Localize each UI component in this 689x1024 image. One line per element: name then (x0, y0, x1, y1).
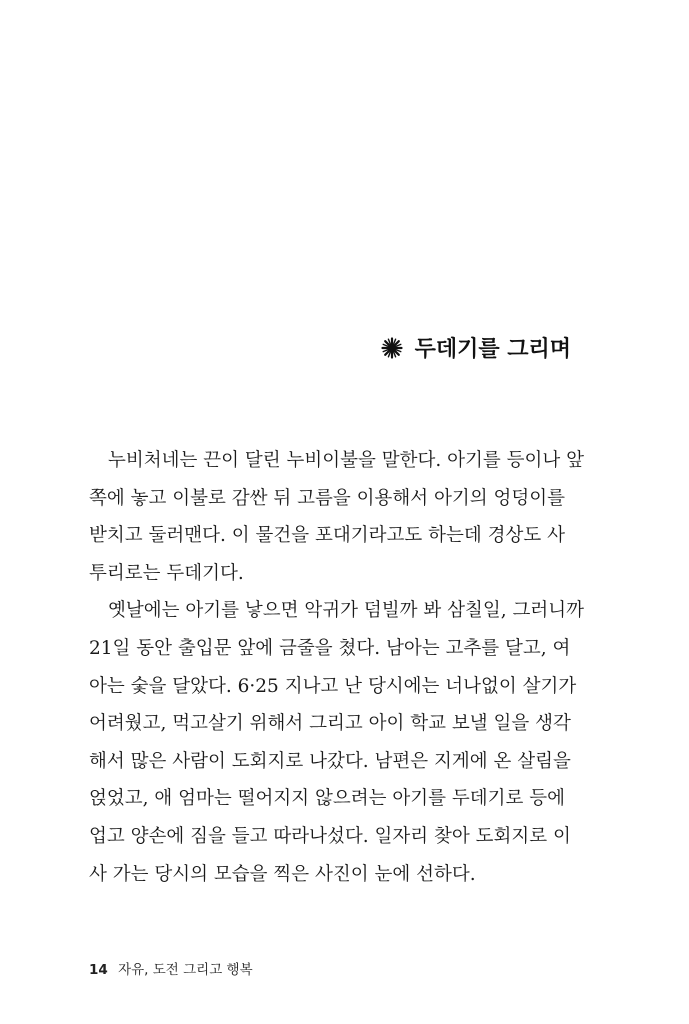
paragraph (89, 442, 589, 592)
book-title: 자유, 도전 그리고 행복 (118, 962, 253, 978)
text-line: 쪽에 놓고 이불로 감싼 뒤 고름을 이용해서 아기의 엉덩이를 (89, 487, 565, 509)
text-line: 옛날에는 아기를 낳으면 악귀가 덤빌까 봐 삼칠일, 그러니까 (108, 600, 584, 622)
text-line: 아는 숯을 달았다. 6·25 지나고 난 당시에는 너나없이 살기가 (89, 675, 577, 697)
paragraph (89, 592, 589, 893)
text-line: 업고 양손에 짐을 들고 따라나섰다. 일자리 찾아 도회지로 이 (89, 825, 571, 847)
section-heading (381, 332, 571, 363)
body-text (89, 442, 589, 893)
text-line: 해서 많은 사람이 도회지로 나갔다. 남편은 지게에 온 살림을 (89, 750, 571, 772)
text-line: 21일 동안 출입문 앞에 금줄을 쳤다. 남아는 고추를 달고, 여 (89, 637, 571, 659)
text-line: 받치고 둘러맨다. 이 물건을 포대기라고도 하는데 경상도 사 (89, 525, 565, 547)
page-footer (89, 958, 253, 978)
text-line: 사 가는 당시의 모습을 찍은 사진이 눈에 선하다. (89, 863, 476, 885)
text-line: 누비처네는 끈이 달린 누비이불을 말한다. 아기를 등이나 앞 (108, 450, 584, 471)
text-line: 투리로는 두데기다. (89, 562, 244, 584)
page-number: 14 (89, 962, 108, 978)
section-title: 두데기를 그리며 (414, 337, 571, 362)
text-line: 어려웠고, 먹고살기 위해서 그리고 아이 학교 보낼 일을 생각 (89, 713, 571, 735)
asterisk-burst-icon (381, 337, 403, 359)
text-line: 얹었고, 애 엄마는 떨어지지 않으려는 아기를 두데기로 등에 (89, 788, 565, 810)
